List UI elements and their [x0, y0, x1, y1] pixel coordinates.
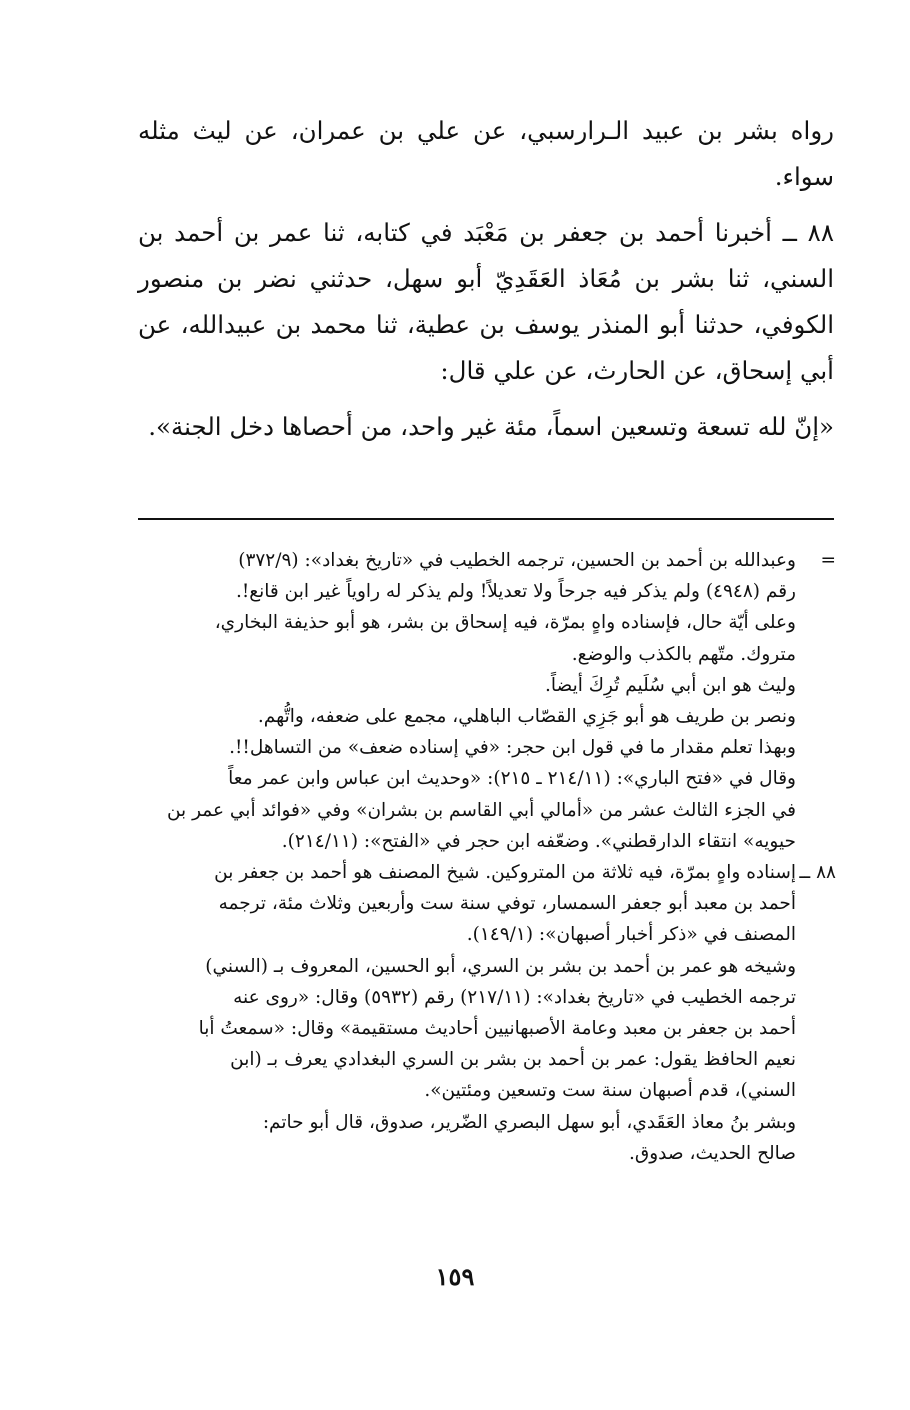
main-paragraph-3: «إنّ لله تسعة وتسعين اسماً، مئة غير واحد، من أحصاها دخل الجنة». [148, 412, 834, 441]
footnote-continued [138, 545, 834, 857]
footnote-line: وعلى أيّة حال، فإسناده واهٍ بمرّة، فيه إسحاق بن بشر، هو أبو حذيفة البخاري، [214, 612, 796, 634]
footnote-88 [138, 857, 834, 1169]
footnote-line: المصنف في «ذكر أخبار أصبهان»: (١٤٩/١). [466, 924, 796, 946]
main-paragraph-2: ٨٨ ــ أخبرنا أحمد بن جعفر بن مَعْبَد في كتابه، ثنا عمر بن أحمد بن السني، ثنا بشر بن مُعَاذ العَقَدِيّ أبو سهل، حدثني نضر بن منصور الكوفي، حدثنا أبو المنذر يوسف بن عطية، ثنا محمد بن عبيدالله، عن أبي إسحاق، عن الحارث، عن علي قال: [138, 218, 834, 385]
footnote-line: متروك. متّهم بالكذب والوضع. [571, 643, 796, 665]
footnote-line: في الجزء الثالث عشر من «أمالي أبي القاسم بن بشران» وفي «فوائد أبي عمر بن [166, 799, 796, 821]
footnote-line: أحمد بن معبد أبو جعفر السمسار، توفي سنة ست وأربعين وثلاث مئة، ترجمه [218, 893, 796, 915]
footnote-line: وبشر بنُ معاذ العَقَدي، أبو سهل البصري الضّرير، صدوق، قال أبو حاتم: [262, 1111, 796, 1133]
footnote-line: وشيخه هو عمر بن أحمد بن بشر بن السري، أبو الحسين، المعروف بـ (السني) [205, 955, 796, 977]
footnote-marker: = [820, 550, 836, 571]
footnote-line: أحمد بن جعفر بن معبد وعامة الأصبهانيين أحاديث مستقيمة» وقال: «سمعتُ أبا [198, 1018, 796, 1040]
footnote-line: السني)، قدم أصبهان سنة ست وتسعين ومئتين». [424, 1080, 796, 1102]
footnote-line: وليث هو ابن أبي سُلَيم تُرِكَ أيضاً. [545, 674, 796, 696]
page-number: ١٥٩ [435, 1262, 475, 1291]
footnote-marker: ٨٨ ــ [799, 862, 836, 884]
footnote-line: وقال في «فتح الباري»: (٢١٤/١١ ـ ٢١٥): «وحديث ابن عباس وابن عمر معاً [228, 768, 796, 790]
footnote-line: إسناده واهٍ بمرّة، فيه ثلاثة من المتروكين. شيخ المصنف هو أحمد بن جعفر بن [214, 862, 796, 884]
footnote-line: صالح الحديث، صدوق. [629, 1142, 796, 1164]
main-paragraph-1: رواه بشر بن عبيد الـرارسبي، عن علي بن عمران، عن ليث مثله سواء. [138, 116, 834, 191]
footnotes [138, 545, 834, 1169]
footnote-line: ترجمه الخطيب في «تاريخ بغداد»: (٢١٧/١١) رقم (٥٩٣٢) وقال: «روى عنه [233, 986, 796, 1008]
footnote-line: ونصر بن طريف هو أبو جَزِي القصّاب الباهلي، مجمع على ضعفه، واتُّهم. [257, 706, 796, 728]
main-text [138, 108, 834, 450]
footnote-line: وعبدالله بن أحمد بن الحسين، ترجمه الخطيب في «تاريخ بغداد»: (٣٧٢/٩) [238, 550, 796, 571]
footnote-divider [138, 518, 834, 520]
footnote-line: وبهذا تعلم مقدار ما في قول ابن حجر: «في إسناده ضعف» من التساهل!!. [229, 737, 796, 759]
footnote-line: نعيم الحافظ يقول: عمر بن أحمد بن بشر بن السري البغدادي يعرف بـ (ابن [230, 1049, 796, 1071]
footnote-line: رقم (٤٩٤٨) ولم يذكر فيه جرحاً ولا تعديلاً! ولم يذكر له راوياً غير ابن قانع!. [235, 581, 796, 603]
footnote-line: حيويه» انتقاء الدارقطني». وضعّفه ابن حجر في «الفتح»: (٢١٤/١١). [281, 830, 796, 852]
